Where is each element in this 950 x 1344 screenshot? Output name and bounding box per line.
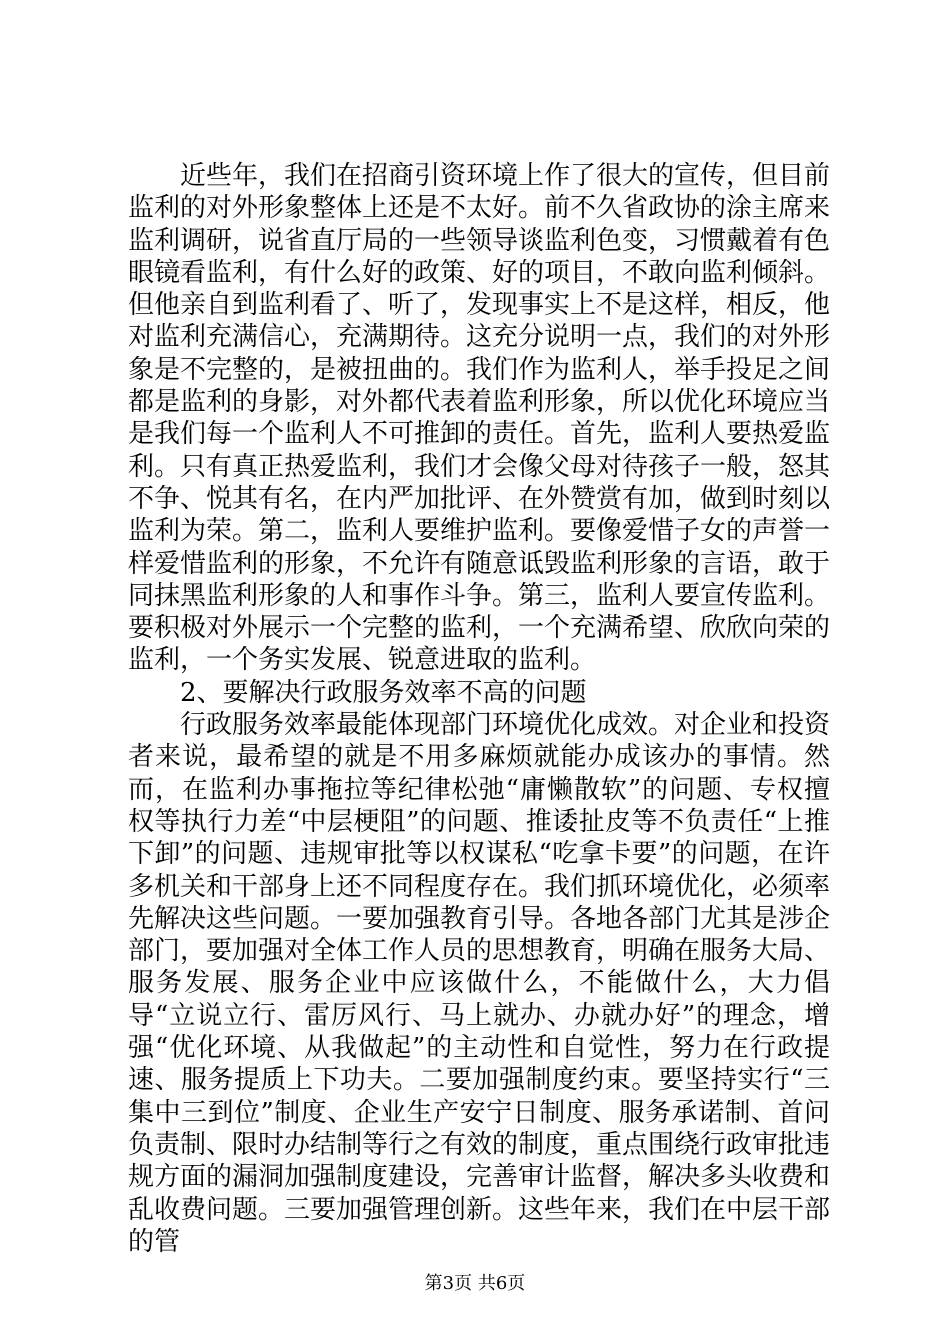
page-number-footer: 第3页 共6页 — [424, 1273, 526, 1294]
paragraph-service-efficiency: 行政服务效率最能体现部门环境优化成效。对企业和投资者来说，最希望的就是不用多麻烦就能办成该办的事情。然而，在监利办事拖拉等纪律松弛“庸懒散软”的问题、专权擅权等执行力差“中层梗阻”的问题、推诿扯皮等不负责任“上推下卸”的问题、违规审批等以权谋私“吃拿卡要”的问题，在许多机关和干部身上还不同程度存在。我们抓环境优化，必须率先解决这些问题。一要加强教育引导。各地各部门尤其是涉企部门，要加强对全体工作人员的思想教育，明确在服务大局、服务发展、服务企业中应该做什么，不能做什么，大力倡导“立说立行、雷厉风行、马上就办、办就办好”的理念，增强“优化环境、从我做起”的主动性和自觉性，努力在行政提速、服务提质上下功夫。二要加强制度约束。要坚持实行“三集中三到位”制度、企业生产安宁日制度、服务承诺制、首问负责制、限时办结制等行之有效的制度，重点围绕行政审批违规方面的漏洞加强制度建设，完善审计监督，解决多头收费和乱收费问题。三要加强管理创新。这些年来，我们在中层干部的管 — [128, 710, 831, 1257]
paragraph-image-promotion: 近些年，我们在招商引资环境上作了很大的宣传，但目前监利的对外形象整体上还是不太好。前不久省政协的涂主席来监利调研，说省直厅局的一些领导谈监利色变，习惯戴着有色眼镜看监利，有什么好的政策、好的项目，不敢向监利倾斜。但他亲自到监利看了、听了，发现事实上不是这样，相反，他对监利充满信心，充满期待。这充分说明一点，我们的对外形象是不完整的，是被扭曲的。我们作为监利人，举手投足之间都是监利的身影，对外都代表着监利形象，所以优化环境应当是我们每一个监利人不可推卸的责任。首先，监利人要热爱监利。只有真正热爱监利，我们才会像父母对待孩子一般，怒其不争、悦其有名，在内严加批评、在外赞赏有加，做到时刻以监利为荣。第二，监利人要维护监利。要像爱惜子女的声誉一样爱惜监利的形象，不允许有随意诋毁监利形象的言语，敢于同抹黑监利形象的人和事作斗争。第三，监利人要宣传监利。要积极对外展示一个完整的监利，一个充满希望、欣欣向荣的监利，一个务实发展、锐意进取的监利。 — [128, 161, 831, 676]
document-body — [128, 160, 830, 1258]
section-heading-service-efficiency: 2、要解决行政服务效率不高的问题 — [180, 677, 587, 708]
